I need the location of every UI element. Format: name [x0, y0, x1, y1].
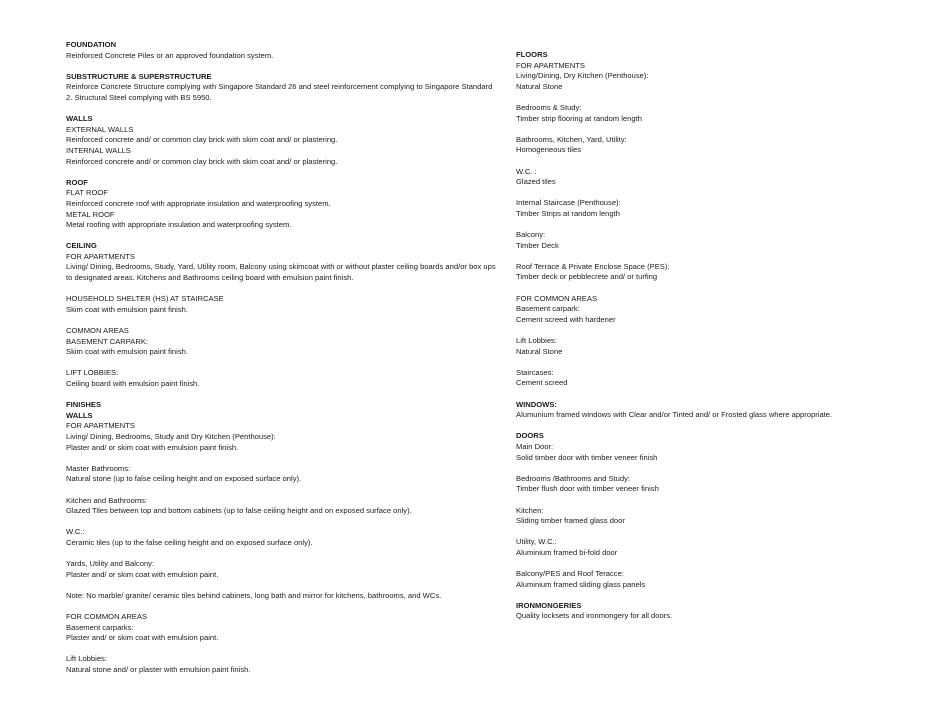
spec-line: Sliding timber framed glass door — [516, 516, 625, 526]
spec-line: Cement screed — [516, 378, 568, 388]
spec-line: Lift Lobbies: — [516, 336, 557, 346]
right-column — [516, 50, 911, 633]
spec-line: Cement screed with hardener — [516, 314, 616, 324]
spacer — [66, 644, 506, 655]
spec-line: Quality locksets and ironmongery for all doors. — [516, 611, 673, 621]
spec-line: Reinforced concrete and/ or common clay brick with skim coat and/ or plastering. — [66, 156, 338, 166]
spec-line: Lift Lobbies: — [66, 654, 107, 664]
spacer — [516, 124, 911, 135]
spacer — [516, 325, 911, 336]
spacer — [516, 92, 911, 103]
spec-line: FOR APARTMENTS — [66, 421, 135, 431]
section-heading: WINDOWS: — [516, 399, 557, 409]
spec-line: Natural Stone — [516, 346, 563, 356]
spec-line: Basement carpark: — [516, 304, 580, 314]
spec-line: Glazed tiles — [516, 177, 556, 187]
spec-line: Plaster and/ or skim coat with emulsion paint. — [66, 633, 219, 643]
spec-line: Balcony/PES and Roof Teracce: — [516, 569, 624, 579]
left-column — [66, 40, 506, 686]
spec-section — [516, 431, 911, 590]
spacer — [66, 284, 506, 295]
spec-line: FLAT ROOF — [66, 188, 108, 198]
spacer — [516, 251, 911, 262]
spec-section — [516, 400, 911, 421]
spec-line: Reinforce Concrete Structure complying with Singapore Standard 26 and steel reinforcement complying to Singapore Standard — [66, 82, 493, 92]
spec-line: FOR COMMON AREAS — [66, 612, 148, 622]
spec-line: Bedrooms & Study: — [516, 102, 582, 112]
section-heading: WALLS — [66, 114, 93, 124]
spec-section — [66, 400, 506, 675]
spec-line: FOR APARTMENTS — [66, 251, 135, 261]
spacer — [66, 580, 506, 591]
section-heading: ROOF — [66, 177, 88, 187]
spec-line: Timber flush door with timber veneer finish — [516, 484, 659, 494]
spec-line: Staircases: — [516, 367, 554, 377]
spec-line: Living/ Dining, Bedrooms, Study and Dry Kitchen (Penthouse): — [66, 431, 276, 441]
section-heading: FLOORS — [516, 50, 548, 59]
spacer — [66, 453, 506, 464]
spec-section — [516, 601, 911, 622]
spec-section — [66, 40, 506, 61]
spec-line: Natural stone and/ or plaster with emulsion paint finish. — [66, 665, 251, 675]
spacer — [516, 559, 911, 570]
spec-line: W.C. : — [516, 166, 537, 176]
spec-line: Bathrooms, Kitchen, Yard, Utility: — [516, 134, 627, 144]
spec-line: BASEMENT CARPARK: — [66, 336, 149, 346]
spacer — [66, 358, 506, 369]
spec-line: Note: No marble/ granite/ ceramic tiles behind cabinets, long bath and mirror for kitchens, bathrooms, and WCs. — [66, 590, 442, 600]
spec-line: Ceiling board with emulsion paint finish. — [66, 379, 200, 388]
spec-section — [516, 50, 911, 389]
spacer — [66, 485, 506, 496]
spec-line: FOR COMMON AREAS — [516, 293, 598, 303]
spec-line: HOUSEHOLD SHELTER (HS) AT STAIRCASE — [66, 294, 224, 304]
spec-line: 2. Structural Steel complying with BS 5950. — [66, 92, 212, 102]
spec-line: W.C.: — [66, 527, 85, 537]
spec-line: Reinforced concrete roof with appropriate insulation and waterproofing system. — [66, 198, 331, 208]
spec-line: Yards, Utility and Balcony: — [66, 559, 155, 569]
spec-line: FOR APARTMENTS — [516, 60, 585, 70]
section-heading: FINISHES — [66, 400, 102, 410]
spacer — [66, 549, 506, 560]
spec-line: Utility, W.C.: — [516, 537, 557, 547]
section-heading: WALLS — [66, 410, 93, 420]
spec-line: Internal Staircase (Penthouse): — [516, 198, 621, 208]
spec-line: METAL ROOF — [66, 209, 115, 219]
spec-line: Alumunium framed windows with Clear and/or Tinted and/ or Frosted glass where appropriate. — [516, 410, 833, 420]
spec-line: Solid timber door with timber veneer finish — [516, 452, 658, 462]
section-heading: FOUNDATION — [66, 40, 117, 49]
spacer — [66, 315, 506, 326]
spec-line: COMMON AREAS — [66, 326, 129, 336]
spacer — [516, 527, 911, 538]
spec-line: Aluminium framed bi-fold door — [516, 547, 618, 557]
spec-line: Timber Strips at random length — [516, 208, 620, 218]
spec-line: Living/Dining, Dry Kitchen (Penthouse): — [516, 71, 649, 81]
spec-line: Reinforced concrete and/ or common clay brick with skim coat and/ or plastering. — [66, 135, 338, 145]
spec-line: Ceramic tiles (up to the false ceiling height and on exposed surface only). — [66, 537, 313, 547]
spec-line: Timber strip flooring at random length — [516, 113, 642, 123]
spec-line: Reinforced Concrete Piles or an approved foundation system. — [66, 50, 274, 60]
spacer — [516, 283, 911, 294]
spec-line: Natural Stone — [516, 81, 563, 91]
spacer — [516, 188, 911, 199]
spacer — [516, 463, 911, 474]
spacer — [66, 601, 506, 612]
spec-line: EXTERNAL WALLS — [66, 124, 134, 134]
spec-line: Master Bathrooms: — [66, 463, 131, 473]
spec-line: Aluminium framed sliding glass panels — [516, 579, 646, 589]
spec-line: Main Door: — [516, 441, 554, 451]
spec-line: Plaster and/ or skim coat with emulsion paint. — [66, 569, 219, 579]
spec-line: Roof Terrace & Private Enclose Space (PES): — [516, 261, 670, 271]
spacer — [516, 357, 911, 368]
spec-line: Timber Deck — [516, 240, 559, 250]
spec-line: Basement carparks: — [66, 622, 134, 632]
spec-line: Natural stone (up to false ceiling height and on exposed surface only). — [66, 474, 302, 484]
spec-line: Balcony: — [516, 230, 546, 240]
spec-section — [66, 114, 506, 167]
spec-line: Skim coat with emulsion paint finish. — [66, 347, 188, 357]
spec-line: Kitchen: — [516, 505, 544, 515]
spacer — [516, 156, 911, 167]
spec-line: Kitchen and Bathrooms: — [66, 495, 148, 505]
spec-section — [66, 72, 506, 104]
section-heading: CEILING — [66, 241, 97, 251]
spec-line: Metal roofing with appropriate insulation and waterproofing system. — [66, 220, 292, 230]
spec-line: Plaster and/ or skim coat with emulsion paint finish. — [66, 442, 239, 452]
spec-line: Skim coat with emulsion paint finish. — [66, 304, 188, 314]
section-heading: DOORS — [516, 431, 544, 441]
spec-line: Homogeneous tiles — [516, 145, 582, 155]
spec-section — [66, 241, 506, 389]
spec-line: Bedrooms /Bathrooms and Study: — [516, 473, 630, 483]
section-heading: SUBSTRUCTURE & SUPERSTRUCTURE — [66, 71, 212, 81]
spacer — [516, 220, 911, 231]
spec-line: Timber deck or pebblecrete and/ or turfing — [516, 272, 658, 282]
spacer — [516, 495, 911, 506]
spec-section — [66, 178, 506, 231]
spec-line: INTERNAL WALLS — [66, 145, 131, 155]
section-heading: IRONMONGERIES — [516, 600, 582, 610]
spacer — [66, 517, 506, 528]
spec-line: Glazed Tiles between top and bottom cabinets (up to false ceiling height and on exposed surface only). — [66, 506, 412, 516]
spec-line: Living/ Dining, Bedrooms, Study, Yard, Utility room, Balcony using skimcoat with or without plaster ceiling boards and/or box ups — [66, 262, 496, 272]
spec-line: LIFT LOBBIES: — [66, 368, 119, 378]
spec-line: to designated areas. Kitchens and Bathrooms ceiling board with emulsion paint finish. — [66, 273, 354, 283]
